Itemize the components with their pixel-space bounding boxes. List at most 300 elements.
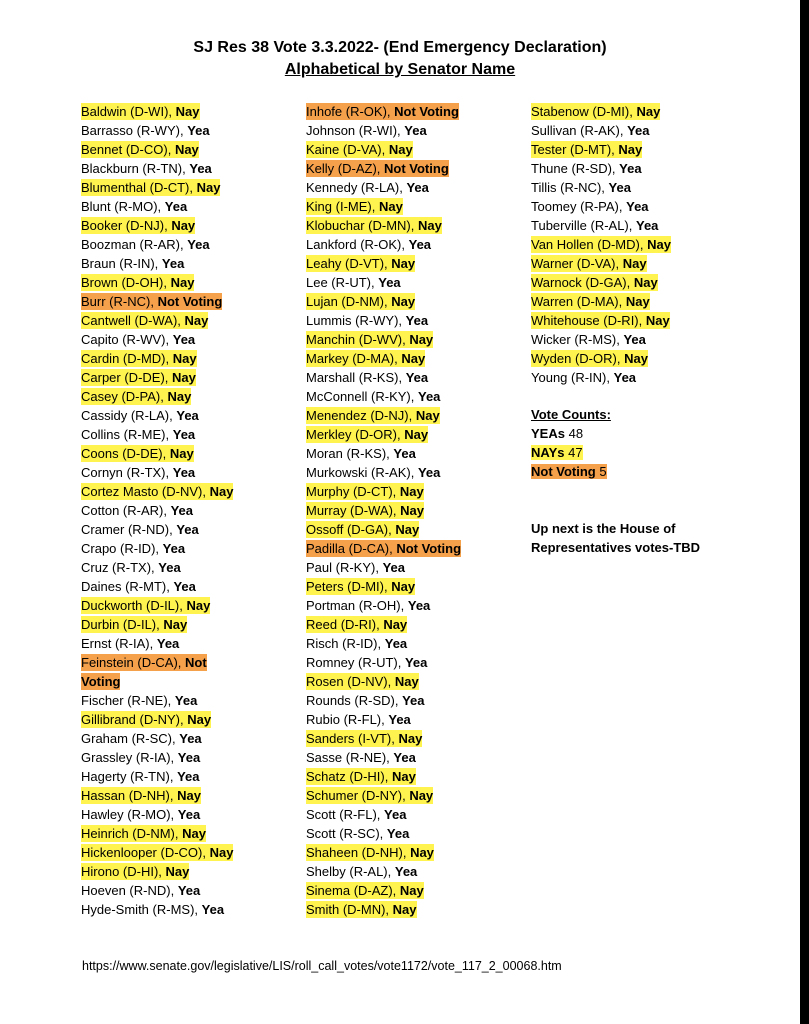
senator-entry xyxy=(306,122,427,139)
senator-name: Hagerty (R-TN), xyxy=(81,769,174,784)
senator-vote: Nay xyxy=(399,883,424,898)
senator-row xyxy=(306,710,461,729)
senator-name: Cardin (D-MD), xyxy=(81,351,170,366)
senator-row xyxy=(531,235,671,254)
senator-name: Hickenlooper (D-CO), xyxy=(81,845,206,860)
senator-vote: Yea xyxy=(417,389,441,404)
senator-name: Van Hollen (D-MD), xyxy=(531,237,644,252)
senator-vote: Nay xyxy=(409,332,434,347)
senator-name: Merkley (D-OR), xyxy=(306,427,401,442)
senator-name: Scott (R-SC), xyxy=(306,826,384,841)
senator-name: Duckworth (D-IL), xyxy=(81,598,183,613)
senator-entry xyxy=(531,369,636,386)
senator-row xyxy=(306,330,461,349)
senator-entry xyxy=(306,654,427,671)
senator-row xyxy=(531,178,671,197)
senator-name: Inhofe (R-OK), xyxy=(306,104,391,119)
senator-name: Blunt (R-MO), xyxy=(81,199,162,214)
senator-row xyxy=(81,235,233,254)
senator-name: Cassidy (R-LA), xyxy=(81,408,173,423)
senator-vote: Not Voting xyxy=(384,161,449,176)
senator-entry xyxy=(306,787,433,804)
senator-row xyxy=(81,615,233,634)
senator-row xyxy=(81,387,233,406)
senator-vote: Nay xyxy=(196,180,221,195)
senator-entry xyxy=(81,787,201,804)
senator-name: Durbin (D-IL), xyxy=(81,617,160,632)
senator-name: Hawley (R-MO), xyxy=(81,807,175,822)
senator-name: Blackburn (R-TN), xyxy=(81,161,186,176)
senator-row xyxy=(81,710,233,729)
senator-name: Sullivan (R-AK), xyxy=(531,123,624,138)
senator-entry xyxy=(81,540,185,557)
senator-name: Shelby (R-AL), xyxy=(306,864,392,879)
senator-entry xyxy=(81,274,194,291)
senator-vote: Nay xyxy=(378,199,403,214)
senator-vote: Yea xyxy=(405,370,429,385)
senator-row xyxy=(531,140,671,159)
senator-entry xyxy=(306,597,430,614)
senator-vote: Yea xyxy=(402,693,425,708)
senator-entry xyxy=(81,597,210,614)
senator-name: Smith (D-MN), xyxy=(306,902,390,917)
senator-entry xyxy=(306,255,415,272)
senator-vote: Nay xyxy=(399,484,424,499)
senator-row xyxy=(531,368,671,387)
senator-entry xyxy=(81,654,207,690)
senator-row xyxy=(81,634,233,653)
senator-row xyxy=(306,368,461,387)
senator-name: Ossoff (D-GA), xyxy=(306,522,392,537)
senator-vote: Nay xyxy=(391,579,416,594)
senator-name: Capito (R-WV), xyxy=(81,332,170,347)
senator-vote: Nay xyxy=(415,408,440,423)
senator-name: Scott (R-FL), xyxy=(306,807,381,822)
senator-vote: Nay xyxy=(395,522,420,537)
yeas-label: YEAs xyxy=(531,426,565,441)
senator-entry xyxy=(81,483,233,500)
senator-vote: Yea xyxy=(623,332,646,347)
senator-vote: Yea xyxy=(177,750,201,765)
senator-vote: Nay xyxy=(636,104,661,119)
senator-name: Murphy (D-CT), xyxy=(306,484,397,499)
senator-entry xyxy=(306,863,417,880)
senator-name: Baldwin (D-WI), xyxy=(81,104,173,119)
senator-entry xyxy=(306,559,405,576)
senator-vote: Yea xyxy=(384,807,407,822)
senator-row xyxy=(81,824,233,843)
senator-row xyxy=(81,216,233,235)
senator-vote: Yea xyxy=(407,598,431,613)
senator-vote: Nay xyxy=(398,731,423,746)
senator-name: Paul (R-KY), xyxy=(306,560,379,575)
senator-entry xyxy=(531,331,646,348)
senator-row xyxy=(81,900,233,919)
senator-vote: Yea xyxy=(613,370,637,385)
senator-vote: Yea xyxy=(170,503,194,518)
senator-row xyxy=(306,501,461,520)
senator-vote: Nay xyxy=(186,598,211,613)
not-voting-label: Not Voting xyxy=(531,464,596,479)
senator-entry xyxy=(306,407,440,424)
senator-name: Warren (D-MA), xyxy=(531,294,623,309)
senator-entry xyxy=(306,312,428,329)
senator-column-3 xyxy=(531,102,671,387)
senator-row xyxy=(306,387,461,406)
senator-row xyxy=(81,368,233,387)
vote-counts-heading: Vote Counts: xyxy=(531,407,611,422)
senator-row xyxy=(306,140,461,159)
senator-row xyxy=(81,862,233,881)
senator-row xyxy=(306,482,461,501)
senator-name: Kennedy (R-LA), xyxy=(306,180,403,195)
senator-name: Young (R-IN), xyxy=(531,370,610,385)
senator-row xyxy=(81,330,233,349)
senator-row xyxy=(306,102,461,121)
senator-name: McConnell (R-KY), xyxy=(306,389,415,404)
senator-name: Cortez Masto (D-NV), xyxy=(81,484,206,499)
senator-entry xyxy=(81,502,193,519)
senator-vote: Nay xyxy=(645,313,670,328)
senator-row xyxy=(306,615,461,634)
senator-name: Collins (R-ME), xyxy=(81,427,170,442)
senator-row xyxy=(81,444,233,463)
senator-entry xyxy=(81,559,181,576)
senator-row xyxy=(81,691,233,710)
senator-vote: Nay xyxy=(209,845,234,860)
senator-name: Booker (D-NJ), xyxy=(81,218,168,233)
senator-name: Murkowski (R-AK), xyxy=(306,465,415,480)
senator-row xyxy=(306,900,461,919)
senator-entry xyxy=(81,749,200,766)
senator-row xyxy=(81,463,233,482)
senator-name: Romney (R-UT), xyxy=(306,655,402,670)
senator-row xyxy=(531,311,671,330)
senator-vote: Nay xyxy=(174,142,199,157)
senator-entry xyxy=(81,236,210,253)
senator-row xyxy=(531,254,671,273)
senator-entry xyxy=(306,806,406,823)
senator-vote: Yea xyxy=(177,807,201,822)
senator-name: Rounds (R-SD), xyxy=(306,693,399,708)
senator-row xyxy=(306,558,461,577)
senator-row xyxy=(81,178,233,197)
senator-name: Stabenow (D-MI), xyxy=(531,104,633,119)
senator-row xyxy=(531,216,671,235)
senator-vote: Yea xyxy=(608,180,631,195)
senator-name: Hoeven (R-ND), xyxy=(81,883,175,898)
senator-entry xyxy=(81,464,195,481)
senator-name: Lankford (R-OK), xyxy=(306,237,405,252)
senator-row xyxy=(306,121,461,140)
senator-entry xyxy=(81,255,184,272)
senator-row xyxy=(306,729,461,748)
senator-name: Lujan (D-NM), xyxy=(306,294,388,309)
senator-vote: Nay xyxy=(391,769,416,784)
senator-vote: Nay xyxy=(167,389,192,404)
senator-row xyxy=(81,767,233,786)
senator-entry xyxy=(306,179,429,196)
senator-row xyxy=(81,482,233,501)
senator-name: Blumenthal (D-CT), xyxy=(81,180,193,195)
senator-vote: Nay xyxy=(401,351,426,366)
senator-row xyxy=(81,577,233,596)
senator-name: Cramer (R-ND), xyxy=(81,522,173,537)
senator-row xyxy=(81,729,233,748)
senator-name: Tillis (R-NC), xyxy=(531,180,605,195)
senator-vote: Yea xyxy=(179,731,202,746)
senator-entry xyxy=(81,160,212,177)
senator-vote: Yea xyxy=(177,883,201,898)
senator-row xyxy=(81,881,233,900)
senator-row xyxy=(81,273,233,292)
senator-row xyxy=(81,159,233,178)
senator-name: Feinstein (D-CA), xyxy=(81,655,182,670)
senator-vote: Nay xyxy=(391,294,416,309)
senator-vote: Nay xyxy=(187,712,212,727)
senator-row xyxy=(306,178,461,197)
senator-vote: Yea xyxy=(393,446,416,461)
senator-row xyxy=(531,121,671,140)
senator-entry xyxy=(81,350,197,367)
senator-vote: Nay xyxy=(169,446,194,461)
senator-name: Bennet (D-CO), xyxy=(81,142,172,157)
senator-vote: Nay xyxy=(394,674,419,689)
screen-edge xyxy=(800,0,809,1024)
senator-vote: Yea xyxy=(189,161,212,176)
senator-row xyxy=(81,140,233,159)
senator-column-1 xyxy=(81,102,233,919)
senator-vote: Yea xyxy=(187,123,210,138)
senator-row xyxy=(306,539,461,558)
senator-vote: Yea xyxy=(406,180,429,195)
senator-entry xyxy=(81,825,206,842)
yeas-count-row xyxy=(531,424,611,443)
senator-entry xyxy=(306,350,425,367)
senator-name: Heinrich (D-NM), xyxy=(81,826,179,841)
senator-name: Graham (R-SC), xyxy=(81,731,176,746)
senator-entry xyxy=(531,293,650,310)
senator-vote: Yea xyxy=(201,902,225,917)
senator-name: Kelly (D-AZ), xyxy=(306,161,381,176)
senator-name: Barrasso (R-WY), xyxy=(81,123,184,138)
senator-vote: Yea xyxy=(161,256,185,271)
senator-name: Toomey (R-PA), xyxy=(531,199,623,214)
senator-name: Moran (R-KS), xyxy=(306,446,390,461)
senator-row xyxy=(306,520,461,539)
senator-row xyxy=(306,577,461,596)
senator-vote: Yea xyxy=(176,522,199,537)
senator-name: Leahy (D-VT), xyxy=(306,256,388,271)
yeas-value: 48 xyxy=(568,426,584,441)
senator-vote: Yea xyxy=(404,123,427,138)
senator-row xyxy=(81,501,233,520)
senator-row xyxy=(306,425,461,444)
senator-row xyxy=(306,349,461,368)
senator-row xyxy=(306,273,461,292)
senator-entry xyxy=(531,103,660,120)
senator-row xyxy=(81,102,233,121)
senator-entry xyxy=(306,160,449,177)
senator-entry xyxy=(81,806,200,823)
senator-entry xyxy=(81,426,195,443)
senator-entry xyxy=(306,882,424,899)
senator-vote: Yea xyxy=(172,465,196,480)
senator-vote: Nay xyxy=(647,237,671,252)
senator-entry xyxy=(306,749,416,766)
senator-name: Thune (R-SD), xyxy=(531,161,616,176)
senator-name: King (I-ME), xyxy=(306,199,376,214)
senator-name: Crapo (R-ID), xyxy=(81,541,160,556)
senator-entry xyxy=(81,578,196,595)
senator-name: Grassley (R-IA), xyxy=(81,750,175,765)
senator-vote: Nay xyxy=(184,313,209,328)
senator-name: Carper (D-DE), xyxy=(81,370,169,385)
senator-entry xyxy=(81,521,199,538)
senator-entry xyxy=(531,274,658,291)
senator-vote: Nay xyxy=(409,788,434,803)
senator-entry xyxy=(306,141,413,158)
senator-vote: Yea xyxy=(174,693,198,708)
senator-row xyxy=(306,748,461,767)
senator-entry xyxy=(306,521,419,538)
senator-name: Brown (D-OH), xyxy=(81,275,167,290)
senator-vote: Yea xyxy=(384,636,408,651)
senator-row xyxy=(306,311,461,330)
senator-entry xyxy=(306,274,401,291)
senator-entry xyxy=(306,331,433,348)
senator-entry xyxy=(306,616,407,633)
senator-row xyxy=(81,349,233,368)
senator-entry xyxy=(81,635,179,652)
senator-entry xyxy=(531,141,642,158)
document-title: SJ Res 38 Vote 3.3.2022- (End Emergency Declaration) xyxy=(193,39,607,56)
senator-row xyxy=(306,216,461,235)
senator-name: Boozman (R-AR), xyxy=(81,237,184,252)
senator-entry xyxy=(306,369,428,386)
senator-name: Johnson (R-WI), xyxy=(306,123,401,138)
senator-row xyxy=(81,596,233,615)
senator-name: Menendez (D-NJ), xyxy=(306,408,413,423)
senator-row xyxy=(306,406,461,425)
senator-vote: Nay xyxy=(182,826,206,841)
senator-row xyxy=(306,197,461,216)
senator-vote: Yea xyxy=(619,161,642,176)
next-up-note: Up next is the House of Representatives votes-TBD xyxy=(531,521,701,555)
senator-vote: Yea xyxy=(177,769,200,784)
senator-vote: Yea xyxy=(405,313,429,328)
senator-row xyxy=(81,197,233,216)
senator-name: Lummis (R-WY), xyxy=(306,313,403,328)
senator-vote: Nay xyxy=(404,427,429,442)
senator-name: Murray (D-WA), xyxy=(306,503,397,518)
senator-vote: Nay xyxy=(172,370,196,385)
senator-vote: Yea xyxy=(626,199,649,214)
senator-name: Rubio (R-FL), xyxy=(306,712,385,727)
senator-vote: Nay xyxy=(175,104,200,119)
senator-name: Warnock (D-GA), xyxy=(531,275,631,290)
senator-row xyxy=(81,748,233,767)
senator-vote: Yea xyxy=(404,655,428,670)
senator-name: Cantwell (D-WA), xyxy=(81,313,181,328)
senator-vote: Not Voting xyxy=(157,294,223,309)
senator-name: Gillibrand (D-NY), xyxy=(81,712,184,727)
senator-vote: Nay xyxy=(170,275,195,290)
senator-name: Coons (D-DE), xyxy=(81,446,167,461)
senator-name: Risch (R-ID), xyxy=(306,636,382,651)
senator-entry xyxy=(531,122,650,139)
senator-name: Hirono (D-HI), xyxy=(81,864,162,879)
senator-row xyxy=(81,292,233,311)
senator-entry xyxy=(81,198,187,215)
senator-vote: Nay xyxy=(165,864,190,879)
senator-vote: Nay xyxy=(400,503,424,518)
senator-vote: Not Voting xyxy=(396,541,462,556)
senator-vote: Nay xyxy=(622,256,647,271)
senator-vote: Yea xyxy=(378,275,401,290)
senator-row xyxy=(306,463,461,482)
senator-name: Daines (R-MT), xyxy=(81,579,170,594)
senator-entry xyxy=(306,901,417,918)
senator-vote: Nay xyxy=(383,617,408,632)
senator-vote: Yea xyxy=(386,826,410,841)
senator-entry xyxy=(306,768,416,785)
senator-vote: Nay xyxy=(410,845,434,860)
senator-name: Sasse (R-NE), xyxy=(306,750,390,765)
senator-entry xyxy=(81,844,233,861)
senator-vote: Yea xyxy=(162,541,186,556)
senator-vote: Yea xyxy=(164,199,188,214)
senator-vote: Yea xyxy=(627,123,650,138)
senator-row xyxy=(531,102,671,121)
nays-label: NAYs xyxy=(531,445,565,460)
senator-row xyxy=(531,159,671,178)
senator-vote: Yea xyxy=(382,560,406,575)
senator-entry xyxy=(81,369,196,386)
senator-name: Braun (R-IN), xyxy=(81,256,159,271)
senator-name: Warner (D-VA), xyxy=(531,256,620,271)
senator-name: Cotton (R-AR), xyxy=(81,503,167,518)
senator-row xyxy=(306,881,461,900)
senator-row xyxy=(81,843,233,862)
senator-row xyxy=(306,596,461,615)
senator-entry xyxy=(306,692,425,709)
senator-row xyxy=(306,292,461,311)
senator-entry xyxy=(531,179,631,196)
senator-name: Ernst (R-IA), xyxy=(81,636,154,651)
senator-vote: Yea xyxy=(158,560,181,575)
senator-row xyxy=(306,159,461,178)
senator-entry xyxy=(81,217,195,234)
senator-entry xyxy=(306,483,424,500)
senator-vote: Yea xyxy=(636,218,659,233)
senator-row xyxy=(531,349,671,368)
senator-name: Hyde-Smith (R-MS), xyxy=(81,902,199,917)
senator-entry xyxy=(306,103,459,120)
senator-name: Schatz (D-HI), xyxy=(306,769,389,784)
senator-row xyxy=(306,444,461,463)
senator-vote: Nay xyxy=(388,142,413,157)
senator-entry xyxy=(81,293,222,310)
senator-row xyxy=(81,520,233,539)
senator-entry xyxy=(81,388,191,405)
senator-entry xyxy=(306,730,422,747)
not-voting-count-row xyxy=(531,462,611,481)
senator-vote: Yea xyxy=(156,636,180,651)
senator-name: Casey (D-PA), xyxy=(81,389,164,404)
senator-name: Padilla (D-CA), xyxy=(306,541,393,556)
senator-vote: Nay xyxy=(392,902,417,917)
